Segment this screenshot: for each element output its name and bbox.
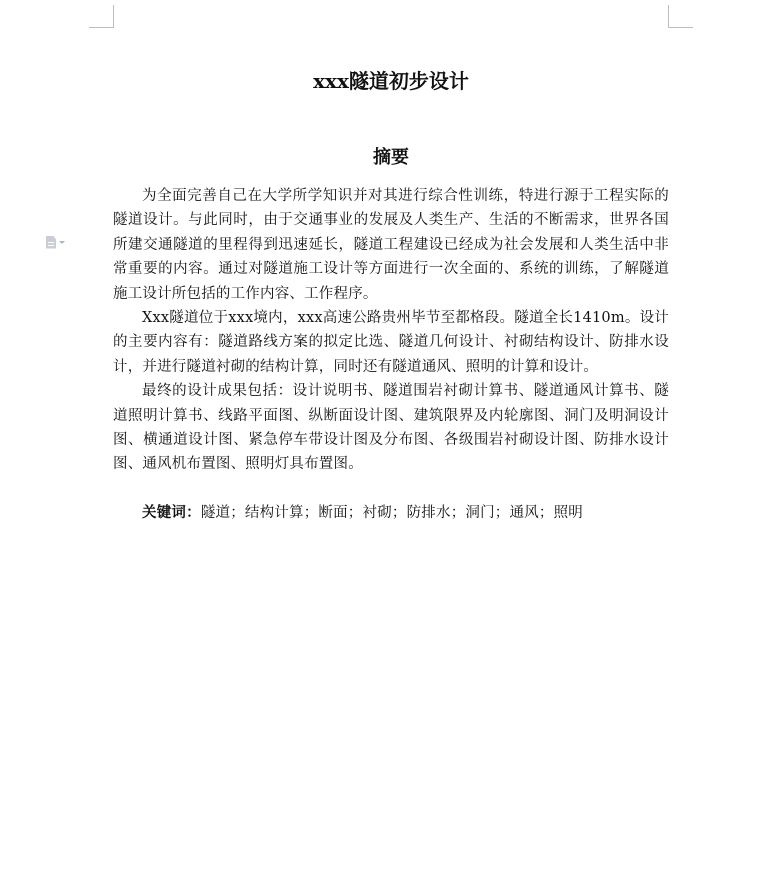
- chevron-down-icon: [59, 241, 65, 244]
- abstract-paragraph-1: 为全面完善自己在大学所学知识并对其进行综合性训练，特进行源于工程实际的隧道设计。与此同时，由于交通事业的发展及人类生产、生活的不断需求，世界各国所建交通隧道的里程得到迅速延长，隧道工程建设已经成为社会发展和人类生活中非常重要的内容。通过对隧道施工设计等方面进行一次全面的、系统的训练，了解隧道施工设计所包括的工作内容、工作程序。: [113, 188, 669, 302]
- abstract-heading: 摘要: [373, 147, 409, 168]
- abstract-body: [113, 184, 669, 525]
- keywords-label: 关键词：: [142, 503, 201, 521]
- document-icon: [46, 236, 56, 249]
- document-options-icon[interactable]: [46, 235, 74, 249]
- abstract-paragraph-2: Xxx隧道位于xxx境内，xxx高速公路贵州毕节至都格段。隧道全长1410m。设计的主要内容有：隧道路线方案的拟定比选、隧道几何设计、衬砌结构设计、防排水设计，并进行隧道衬砌的结构计算，同时还有隧道通风、照明的计算和设计。: [113, 310, 669, 375]
- keywords-line: [113, 501, 669, 525]
- abstract-paragraph-3: 最终的设计成果包括：设计说明书、隧道围岩衬砌计算书、隧道通风计算书、隧道照明计算书、线路平面图、纵断面设计图、建筑限界及内轮廓图、洞门及明洞设计图、横通道设计图、紧急停车带设计图及分布图、各级围岩衬砌设计图、防排水设计图、通风机布置图、照明灯具布置图。: [113, 383, 669, 473]
- margin-corner-mark-top-right: [668, 5, 693, 28]
- margin-corner-mark-top-left: [89, 5, 114, 28]
- document-title: xxx隧道初步设计: [313, 69, 469, 93]
- keywords-list: 隧道；结构计算；断面；衬砌；防排水；洞门；通风；照明: [200, 504, 584, 521]
